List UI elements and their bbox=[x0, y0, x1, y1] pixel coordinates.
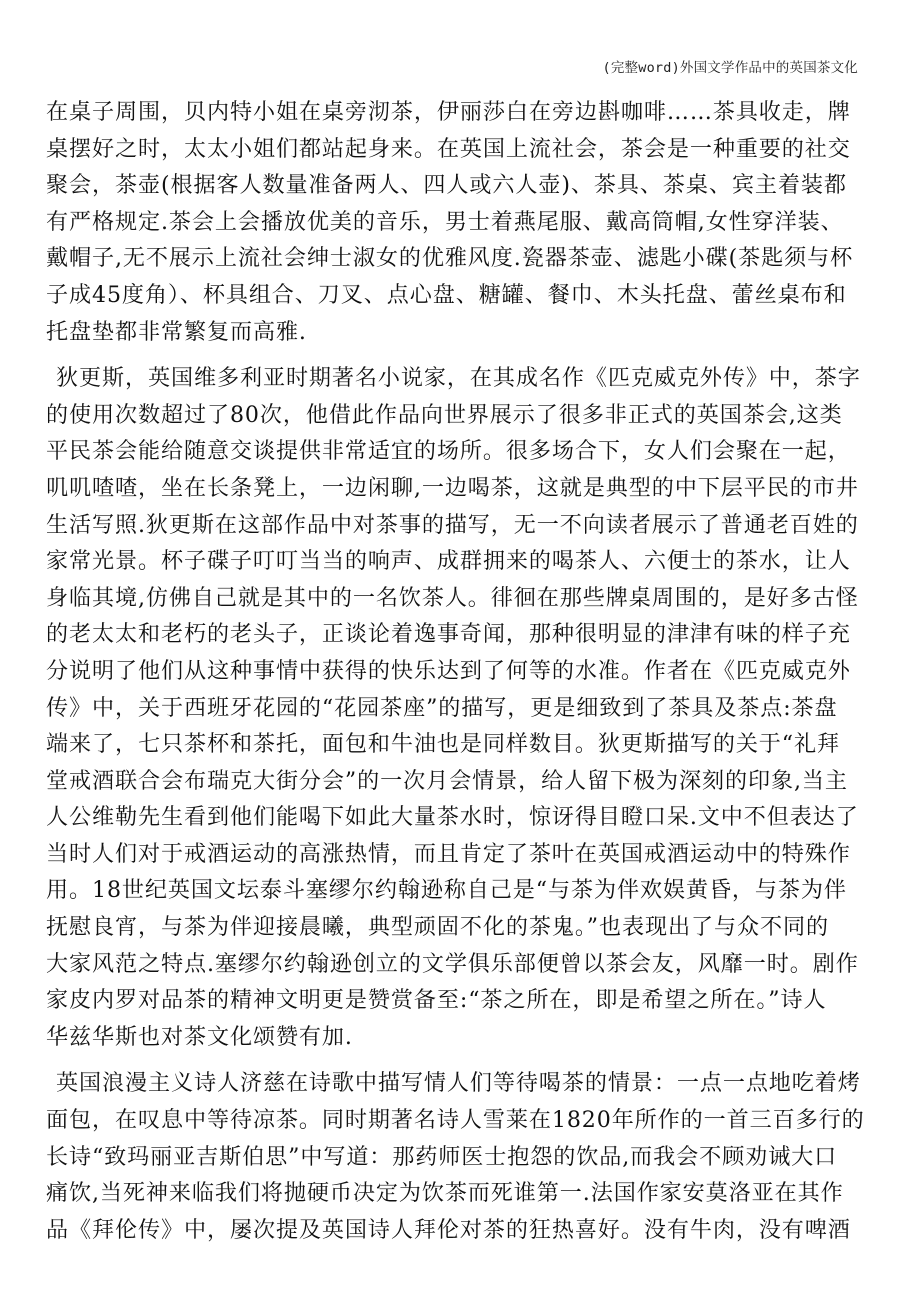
text-line: 身临其境,仿佛自己就是其中的一名饮茶人。徘徊在那些牌桌周围的，是好多古怪 bbox=[46, 584, 859, 611]
text-line: 的老太太和老朽的老头子，正谈论着逸事奇闻，那种很明显的津津有味的样子充 bbox=[46, 621, 851, 648]
document-body bbox=[46, 94, 878, 1258]
text-line: 传》中，关于西班牙花园的“花园茶座”的描写，更是细致到了茶具及茶点:茶盘 bbox=[46, 694, 838, 721]
running-header: (完整word)外国文学作品中的英国茶文化 bbox=[602, 60, 858, 76]
text-line: 家常光景。杯子碟子叮叮当当的响声、成群拥来的喝茶人、六便士的茶水，让人 bbox=[46, 548, 851, 575]
text-line: 用。18世纪英国文坛泰斗塞缪尔约翰逊称自己是“与茶为伴欢娱黄昏，与茶为伴 bbox=[46, 877, 847, 904]
text-line: 大家风范之特点.塞缪尔约翰逊创立的文学俱乐部便曾以茶会友，风靡一时。剧作 bbox=[46, 950, 859, 977]
text-line: 叽叽喳喳，坐在长条凳上，一边闲聊,一边喝茶，这就是典型的中下层平民的市井 bbox=[46, 474, 859, 501]
text-line: 家皮内罗对品茶的精神文明更是赞赏备至:“茶之所在，即是希望之所在。”诗人 bbox=[46, 987, 827, 1014]
text-line: 品《拜伦传》中，屡次提及英国诗人拜伦对茶的狂热喜好。没有牛肉，没有啤酒 bbox=[46, 1216, 851, 1243]
paragraph-1 bbox=[46, 94, 878, 350]
text-line: 人公维勒先生看到他们能喝下如此大量茶水时，惊讶得目瞪口呆.文中不但表达了 bbox=[46, 804, 859, 831]
text-line: 面包，在叹息中等待凉茶。同时期著名诗人雪莱在1820年所作的一首三百多行的 bbox=[46, 1107, 865, 1134]
text-line: 平民茶会能给随意交谈提供非常适宜的场所。很多场合下，女人们会聚在一起， bbox=[46, 438, 851, 465]
text-line: 当时人们对于戒酒运动的高涨热情，而且肯定了茶叶在英国戒酒运动中的特殊作 bbox=[46, 840, 851, 867]
text-line: 聚会，茶壶(根据客人数量准备两人、四人或六人壶)、茶具、茶桌、宾主着装都 bbox=[46, 172, 847, 199]
text-line: 分说明了他们从这种事情中获得的快乐达到了何等的水准。作者在《匹克威克外 bbox=[46, 657, 851, 684]
text-line: 英国浪漫主义诗人济慈在诗歌中描写情人们等待喝茶的情景：一点一点地吃着烤 bbox=[56, 1070, 861, 1097]
text-line: 的使用次数超过了80次，他借此作品向世界展示了很多非正式的英国茶会,这类 bbox=[46, 401, 843, 428]
text-line: 抚慰良宵，与茶为伴迎接晨曦，典型顽固不化的茶鬼。”也表现出了与众不同的 bbox=[46, 914, 829, 941]
text-line: 狄更斯，英国维多利亚时期著名小说家，在其成名作《匹克威克外传》中，茶字 bbox=[56, 365, 861, 392]
text-line: 华兹华斯也对茶文化颂赞有加. bbox=[46, 1023, 353, 1050]
text-line: 戴帽子,无不展示上流社会绅士淑女的优雅风度.瓷器茶壶、滤匙小碟(茶匙须与杯 bbox=[46, 245, 854, 272]
text-line: 生活写照.狄更斯在这部作品中对茶事的描写，无一不向读者展示了普通老百姓的 bbox=[46, 511, 859, 538]
text-line: 痛饮,当死神来临我们将抛硬币决定为饮茶而死谁第一.法国作家安莫洛亚在其作 bbox=[46, 1180, 844, 1207]
text-line: 端来了，七只茶杯和茶托，面包和牛油也是同样数目。狄更斯描写的关于“礼拜 bbox=[46, 731, 840, 758]
text-line: 托盘垫都非常繁复而高雅. bbox=[46, 318, 307, 345]
text-line: 堂戒酒联合会布瑞克大街分会”的一次月会情景，给人留下极为深刻的印象,当主 bbox=[46, 767, 848, 794]
text-line: 有严格规定.茶会上会播放优美的音乐，男士着燕尾服、戴高筒帽,女性穿洋装、 bbox=[46, 208, 844, 235]
paragraph-2 bbox=[46, 360, 878, 1055]
text-line: 长诗“致玛丽亚吉斯伯思”中写道：那药师医士抱怨的饮品,而我会不顾劝诫大口 bbox=[46, 1143, 838, 1170]
text-line: 桌摆好之时，太太小姐们都站起身来。在英国上流社会，茶会是一种重要的社交 bbox=[46, 135, 851, 162]
text-line: 在桌子周围，贝内特小姐在桌旁沏茶，伊丽莎白在旁边斟咖啡……茶具收走，牌 bbox=[46, 99, 851, 125]
text-line: 子成45度角）、杯具组合、刀叉、点心盘、糖罐、餐巾、木头托盘、蕾丝桌布和 bbox=[46, 281, 847, 308]
paragraph-3 bbox=[46, 1065, 878, 1248]
